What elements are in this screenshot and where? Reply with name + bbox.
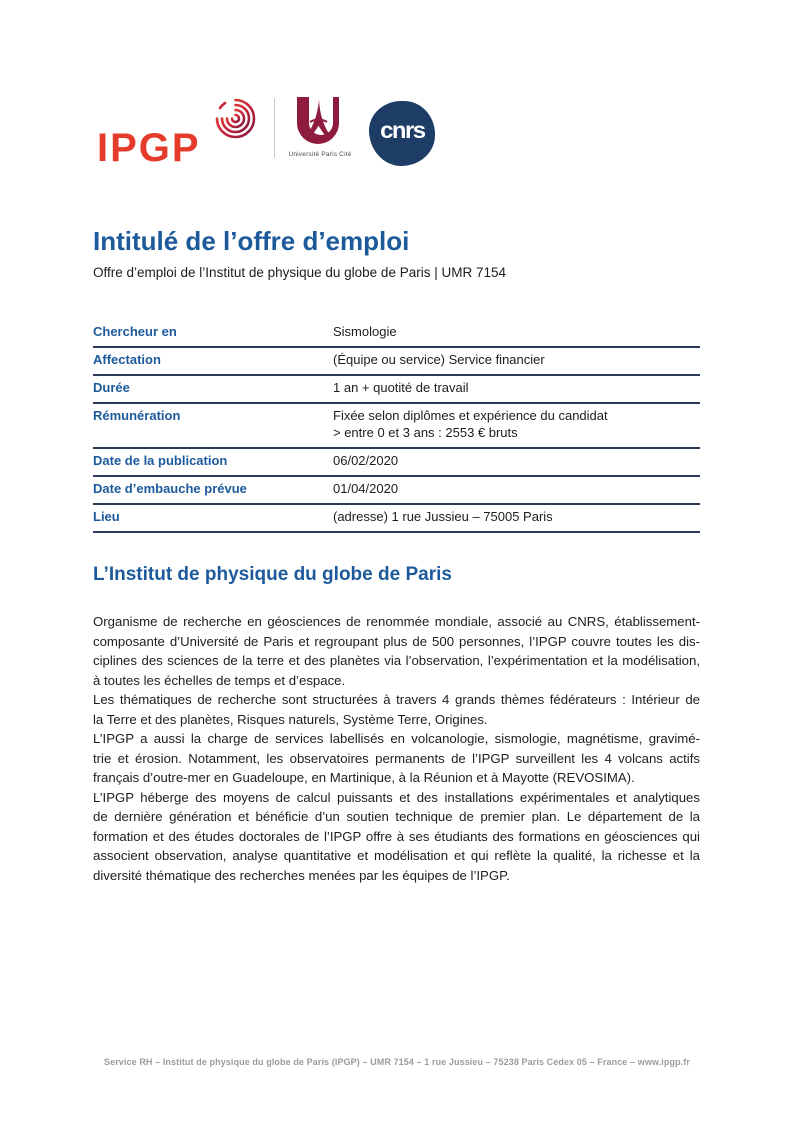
- row-label: Date de la publication: [93, 453, 228, 468]
- row-value: [333, 379, 700, 396]
- table-row: [93, 404, 700, 449]
- row-label: Affectation: [93, 352, 161, 367]
- row-value-line: (adresse) 1 rue Jussieu – 75005 Paris: [333, 509, 553, 524]
- row-value-line: 06/02/2020: [333, 453, 399, 468]
- table-row: [93, 505, 700, 533]
- footer-text: Service RH – Institut de physique du globe de Paris (IPGP) – UMR 7154 – 1 rue Jussieu – 75238 Paris Cedex 05 – France – www.ipgp.fr: [104, 1057, 690, 1067]
- paragraph: [93, 788, 700, 886]
- row-value: [333, 407, 700, 441]
- row-label: Durée: [93, 380, 130, 395]
- body-line: de dernière génération et bénéficie d’un soutien technique de premier plan. Le département de la: [93, 809, 700, 824]
- row-value-line: (Équipe ou service) Service financier: [333, 352, 545, 367]
- row-value: [333, 452, 700, 469]
- table-row: [93, 320, 700, 348]
- row-label: Date d’embauche prévue: [93, 481, 247, 496]
- row-value-line: 1 an + quotité de travail: [333, 380, 469, 395]
- page-title: Intitulé de l’offre d’emploi: [93, 226, 410, 256]
- cnrs-logo-label: cnrs: [379, 117, 425, 143]
- row-value: [333, 351, 700, 368]
- row-value-line: Fixée selon diplômes et expérience du candidat: [333, 408, 608, 423]
- row-label: Lieu: [93, 509, 120, 524]
- upc-logo-icon: [293, 97, 343, 145]
- paragraph: [93, 729, 700, 788]
- row-label: Chercheur en: [93, 324, 177, 339]
- ipgp-logo-wordmark: IPGP: [97, 126, 201, 170]
- row-value: [333, 508, 700, 525]
- paragraph: [93, 612, 700, 690]
- body-line: ciplines des sciences de la terre et des planètes via l’observation, l’expérimentation et la modélisation,: [93, 653, 700, 668]
- body-line: diversité thématique des recherches menées par les équipes de l’IPGP.: [93, 867, 510, 883]
- body-line: la Terre et des planètes, Risques naturels, Système Terre, Origines.: [93, 711, 488, 727]
- body-paragraphs: [93, 612, 700, 885]
- body-line: français d’outre-mer en Guadeloupe, en Martinique, à la Réunion et à Mayotte (REVOSIMA).: [93, 770, 635, 785]
- section-heading: L’Institut de physique du globe de Paris: [93, 564, 452, 585]
- ipgp-globe-icon: [212, 95, 259, 142]
- body-line: Les thématiques de recherche sont structurées à travers 4 grands thèmes fédérateurs : Intérieur de: [93, 692, 700, 707]
- body-line: à toutes les échelles de temps et d’espace.: [93, 672, 346, 688]
- body-line: associent observation, analyse quantitative et modélisation et qui reflète la qualité, la richesse et la: [93, 848, 700, 863]
- row-label: Rémunération: [93, 408, 181, 423]
- table-row: [93, 449, 700, 477]
- table-row: [93, 348, 700, 376]
- table-row: [93, 477, 700, 505]
- upc-logo-caption: Université Paris Cité: [288, 151, 352, 158]
- row-value: [333, 323, 700, 340]
- body-line: L’IPGP a aussi la charge de services labellisés en volcanologie, sismologie, magnétisme, gravimé-: [93, 731, 700, 746]
- table-row: [93, 376, 700, 404]
- row-value-line: 01/04/2020: [333, 481, 399, 496]
- body-line: formation et des études doctorales de l’IPGP offre à ses étudiants des formations en géosciences qui: [93, 828, 700, 844]
- cnrs-logo: [369, 101, 435, 166]
- offer-table: [93, 320, 700, 533]
- body-line: Organisme de recherche en géosciences de renommée mondiale, associé au CNRS, établissement-: [93, 614, 700, 629]
- body-line: composante d’Université de Paris et regroupant plus de 500 personnes, l’IPGP couvre toutes les dis-: [93, 633, 700, 649]
- paragraph: [93, 690, 700, 729]
- body-line: L’IPGP héberge des moyens de calcul puissants et des installations expérimentales et analytiques: [93, 789, 700, 805]
- row-value-line: > entre 0 et 3 ans : 2553 € bruts: [333, 425, 518, 440]
- logo-divider: [274, 98, 275, 158]
- body-line: trie et érosion. Notamment, les observatoires permanents de l’IPGP surveillent les 4 volcans actifs: [93, 750, 700, 766]
- row-value-line: Sismologie: [333, 324, 397, 339]
- page-subtitle: Offre d’emploi de l’Institut de physique du globe de Paris | UMR 7154: [93, 265, 506, 280]
- row-value: [333, 480, 700, 497]
